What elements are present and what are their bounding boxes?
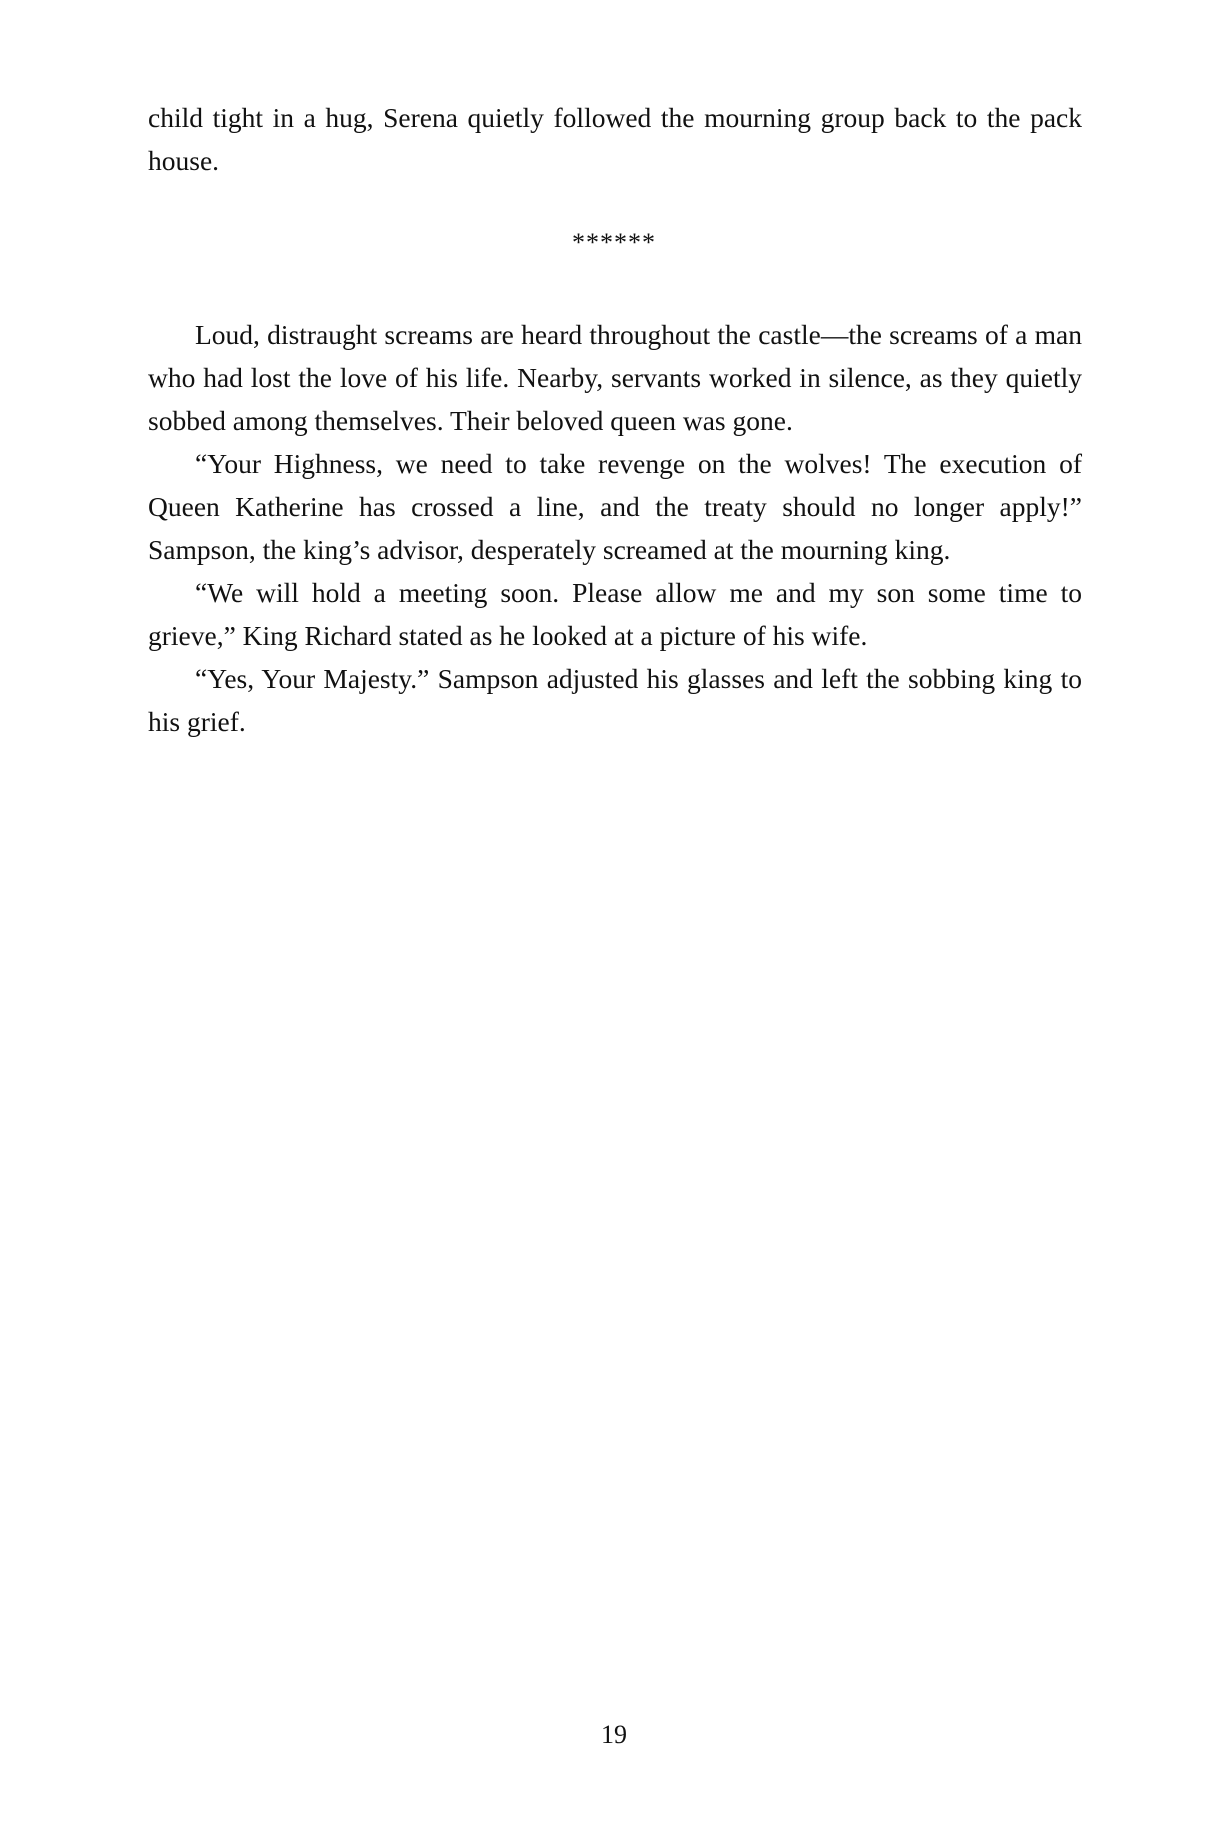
page-number: 19 [601,1720,627,1749]
scene-text-block [148,313,1082,743]
paragraph-king-reply: “We will hold a meeting soon. Please allow me and my son some time to grieve,” King Richard stated as he looked at a picture of his wife. [148,577,1082,651]
paragraph-screams: Loud, distraught screams are heard throughout the castle—the screams of a man who had lost the love of his life. Nearby, servants worked in silence, as they quietly sobbed among themselves. Their beloved queen was gone. [148,319,1082,436]
paragraph-sampson-leaves: “Yes, Your Majesty.” Sampson adjusted his glasses and left the sobbing king to his grief. [148,663,1082,737]
continuation-paragraph: child tight in a hug, Serena quietly followed the mourning group back to the pack house. [148,102,1082,176]
continuation-text-block [148,96,1082,182]
paragraph-sampson-plea: “Your Highness, we need to take revenge on the wolves! The execution of Queen Katherine has crossed a line, and the treaty should no longer apply!” Sampson, the king’s advisor, desperately screamed at the mourning king. [148,448,1082,565]
scene-break: ****** [572,228,656,257]
